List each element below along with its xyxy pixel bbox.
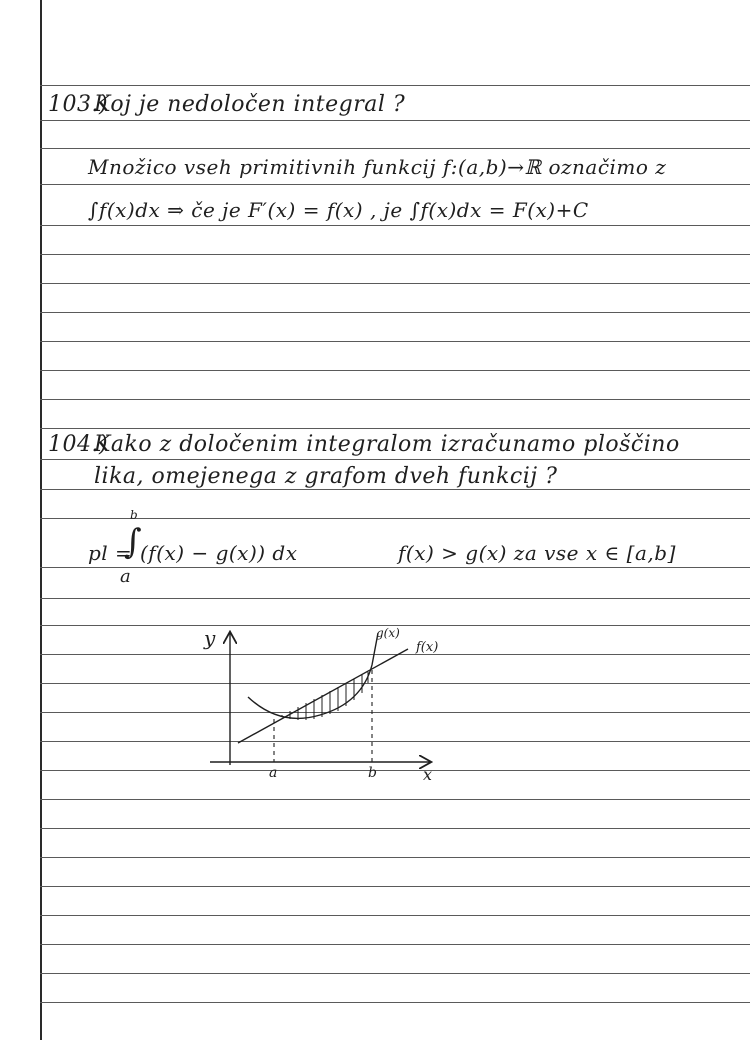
tick-label-b: b	[368, 765, 377, 781]
area-between-curves-sketch	[190, 615, 460, 795]
answer-103-line-1: Množico vseh primitivnih funkcij f:(a,b)→ℝ označimo z	[88, 155, 667, 179]
integral-lower-limit: a	[120, 566, 132, 587]
question-103-title: Koj je nedoločen integral ?	[94, 92, 406, 117]
ruled-line	[40, 225, 750, 226]
ruled-line	[40, 254, 750, 255]
question-104-title-line-2: lika, omejenega z grafom dveh funkcij ?	[94, 464, 558, 489]
ruled-line	[40, 567, 750, 568]
ruled-line	[40, 120, 750, 121]
ruled-line	[40, 518, 750, 519]
ruled-line	[40, 489, 750, 490]
ruled-line	[40, 399, 750, 400]
ruled-line	[40, 828, 750, 829]
ruled-line	[40, 1002, 750, 1003]
x-axis-label: x	[423, 765, 433, 784]
ruled-line	[40, 148, 750, 149]
integral-symbol: ∫	[124, 522, 143, 562]
ruled-line	[40, 799, 750, 800]
margin-line	[40, 0, 42, 1040]
answer-103-line-2: ∫f(x)dx ⇒ če je F′(x) = f(x) , je ∫f(x)dx = F(x)+C	[88, 198, 589, 222]
ruled-line	[40, 886, 750, 887]
integral-upper-limit: b	[130, 508, 139, 522]
ruled-line	[40, 341, 750, 342]
ruled-line	[40, 598, 750, 599]
curve-f-label: f(x)	[416, 640, 439, 655]
area-formula-lhs: pl =	[88, 541, 133, 565]
ruled-line	[40, 370, 750, 371]
curve-f	[238, 649, 408, 743]
ruled-line	[40, 312, 750, 313]
question-103-number: 103.)	[48, 92, 109, 117]
ruled-line	[40, 184, 750, 185]
ruled-line	[40, 944, 750, 945]
y-axis-label: y	[204, 626, 216, 650]
question-104-title-line-1: Kako z določenim integralom izračunamo ploščino	[94, 432, 680, 457]
area-formula-integrand: (f(x) − g(x)) dx	[140, 541, 298, 565]
ruled-line	[40, 857, 750, 858]
question-104-number: 104.)	[48, 432, 109, 457]
tick-label-a: a	[269, 765, 278, 781]
ruled-line	[40, 85, 750, 86]
ruled-line	[40, 973, 750, 974]
ruled-line	[40, 459, 750, 460]
curve-g-label: g(x)	[376, 626, 400, 640]
ruled-line	[40, 915, 750, 916]
ruled-line	[40, 428, 750, 429]
ruled-line	[40, 283, 750, 284]
area-formula-condition: f(x) > g(x) za vse x ∈ [a,b]	[398, 541, 676, 565]
